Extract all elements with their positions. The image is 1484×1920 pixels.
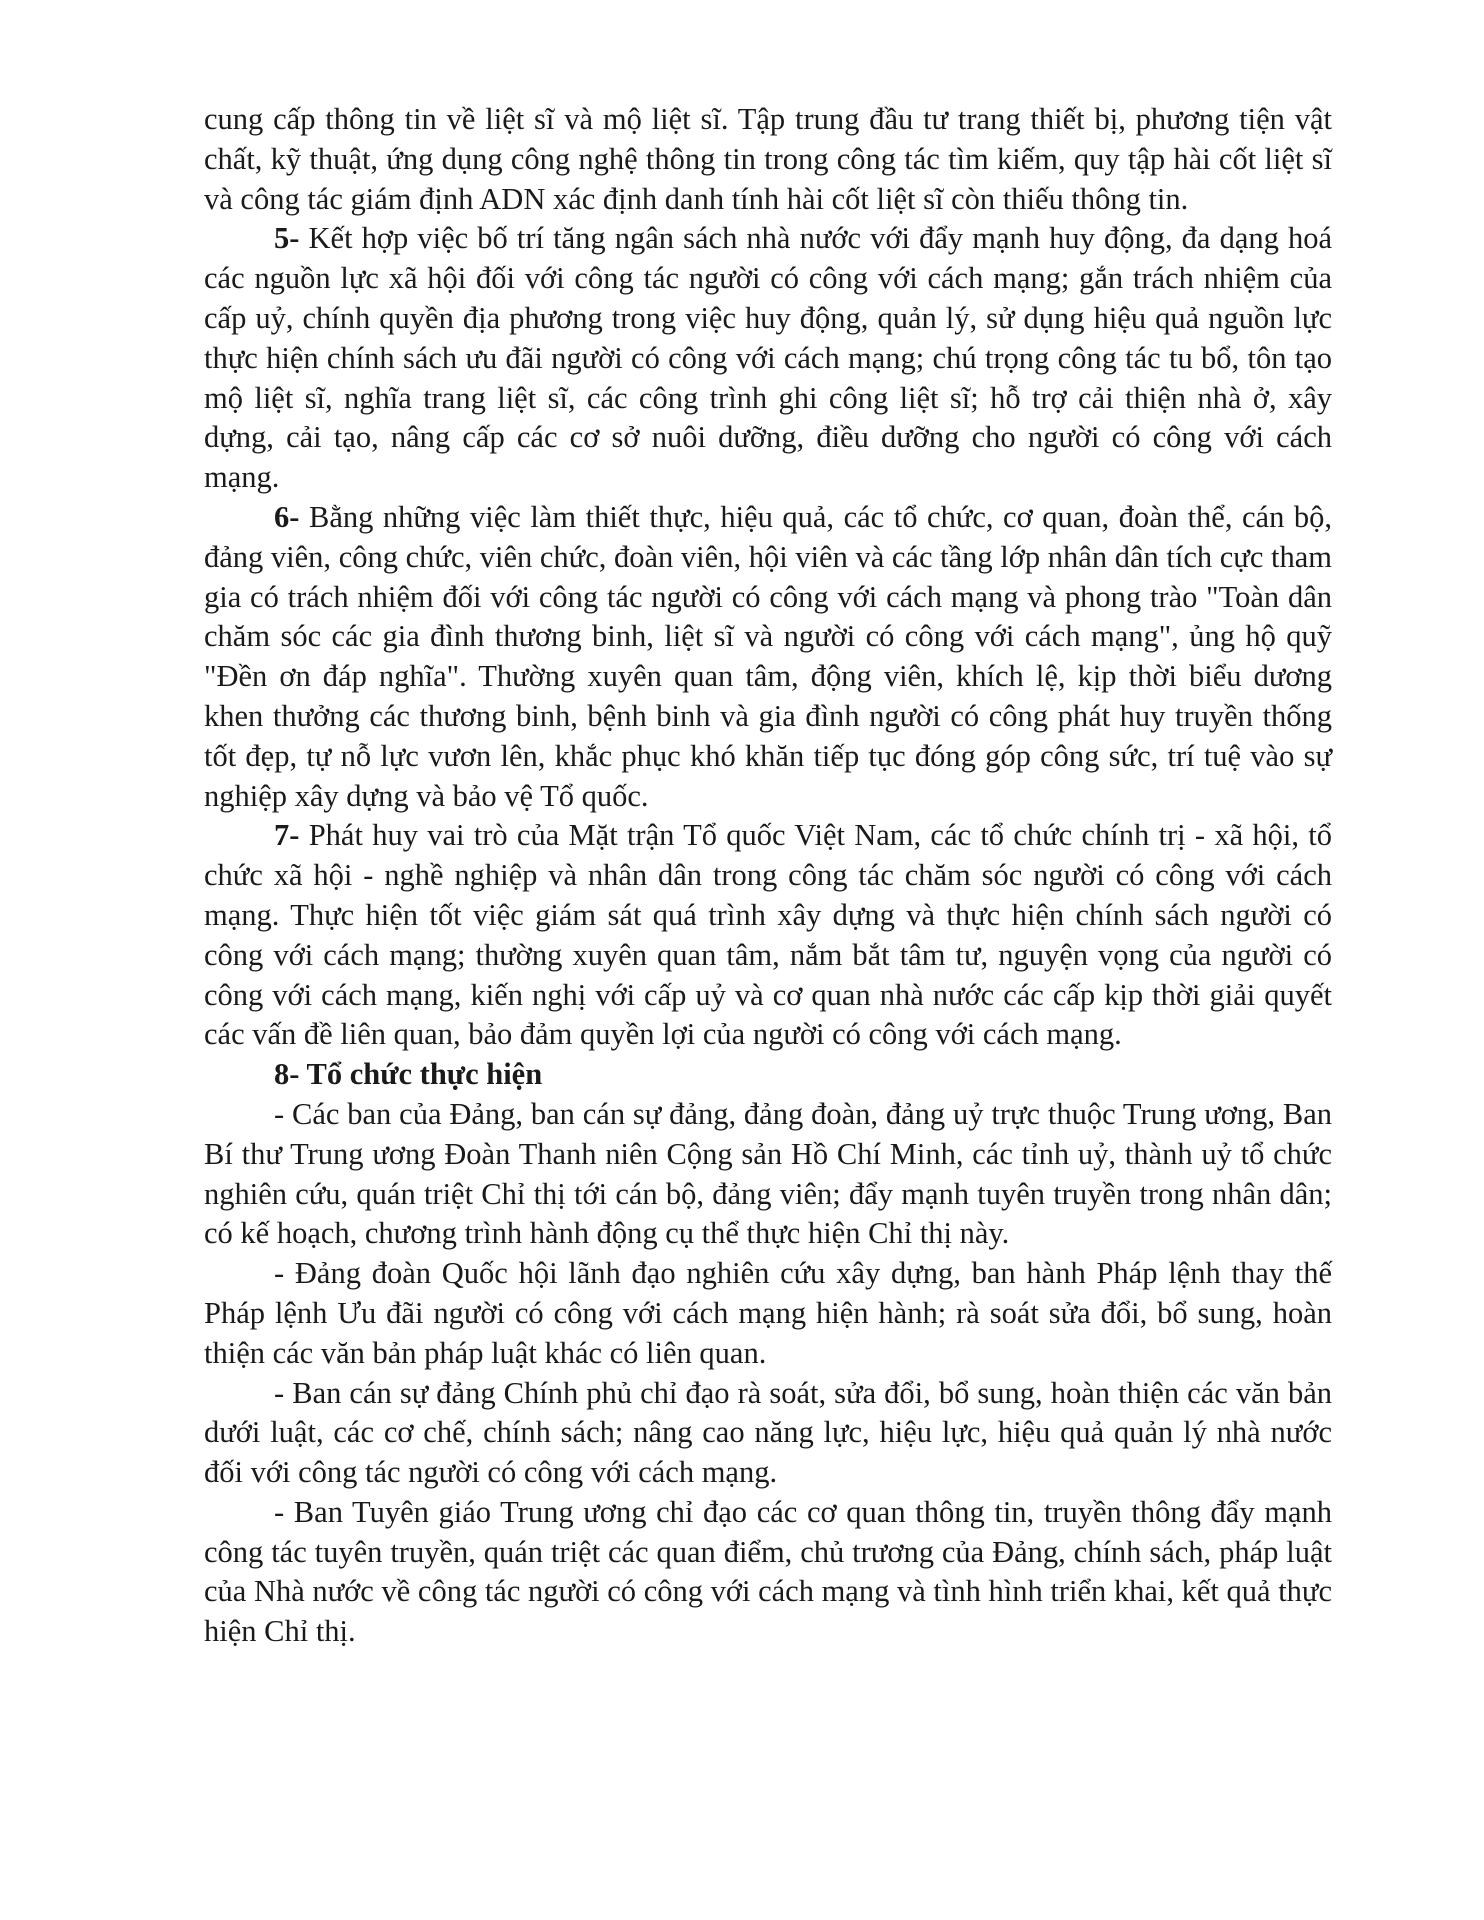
- paragraph-number: 7-: [274, 818, 300, 853]
- paragraph-text: Kết hợp việc bố trí tăng ngân sách nhà nước với đẩy mạnh huy động, đa dạng hoá các nguồn lực xã hội đối với công tác người có công với cách mạng; gắn trách nhiệm của cấp uỷ, chính quyền địa phương trong việc huy động, quản lý, sử dụng hiệu quả nguồn lực thực hiện chính sách ưu đãi người có công với cách mạng; chú trọng công tác tu bổ, tôn tạo mộ liệt sĩ, nghĩa trang liệt sĩ, các công trình ghi công liệt sĩ; hỗ trợ cải thiện nhà ở, xây dựng, cải tạo, nâng cấp các cơ sở nuôi dưỡng, điều dưỡng cho người có công với cách mạng.: [204, 221, 1332, 495]
- list-item: - Ban cán sự đảng Chính phủ chỉ đạo rà soát, sửa đổi, bổ sung, hoàn thiện các văn bản dưới luật, các cơ chế, chính sách; nâng cao năng lực, hiệu lực, hiệu quả quản lý nhà nước đối với công tác người có công với cách mạng.: [204, 1375, 1332, 1490]
- list-item: - Đảng đoàn Quốc hội lãnh đạo nghiên cứu xây dựng, ban hành Pháp lệnh thay thế Pháp lệnh Ưu đãi người có công với cách mạng hiện hành; rà soát sửa đổi, bổ sung, hoàn thiện các văn bản pháp luật khác có liên quan.: [204, 1256, 1332, 1370]
- section-heading: 8- Tổ chức thực hiện: [274, 1057, 543, 1092]
- paragraph-continuation: cung cấp thông tin về liệt sĩ và mộ liệt sĩ. Tập trung đầu tư trang thiết bị, phương tiện vật chất, kỹ thuật, ứng dụng công nghệ thông tin trong công tác tìm kiếm, quy tập hài cốt liệt sĩ và công tác giám định ADN xác định danh tính hài cốt liệt sĩ còn thiếu thông tin.: [204, 102, 1332, 216]
- paragraph-number: 5-: [274, 221, 300, 256]
- paragraph-6: [204, 498, 1332, 816]
- paragraph-text: Phát huy vai trò của Mặt trận Tổ quốc Việt Nam, các tổ chức chính trị - xã hội, tổ chức xã hội - nghề nghiệp và nhân dân trong công tác chăm sóc người có công với cách mạng. Thực hiện tốt việc giám sát quá trình xây dựng và thực hiện chính sách người có công với cách mạng; thường xuyên quan tâm, nắm bắt tâm tư, nguyện vọng của người có công với cách mạng, kiến nghị với cấp uỷ và cơ quan nhà nước các cấp kịp thời giải quyết các vấn đề liên quan, bảo đảm quyền lợi của người có công với cách mạng.: [204, 818, 1332, 1052]
- paragraph-number: 6-: [274, 499, 300, 534]
- list-item: - Ban Tuyên giáo Trung ương chỉ đạo các cơ quan thông tin, truyền thông đẩy mạnh công tác tuyên truyền, quán triệt các quan điểm, chủ trương của Đảng, chính sách, pháp luật của Nhà nước về công tác người có công với cách mạng và tình hình triển khai, kết quả thực hiện Chỉ thị.: [204, 1494, 1332, 1649]
- paragraph-text: Bằng những việc làm thiết thực, hiệu quả, các tổ chức, cơ quan, đoàn thể, cán bộ, đảng viên, công chức, viên chức, đoàn viên, hội viên và các tầng lớp nhân dân tích cực tham gia có trách nhiệm đối với công tác người có công với cách mạng và phong trào "Toàn dân chăm sóc các gia đình thương binh, liệt sĩ và người có công với cách mạng", ủng hộ quỹ "Đền ơn đáp nghĩa". Thường xuyên quan tâm, động viên, khích lệ, kịp thời biểu dương khen thưởng các thương binh, bệnh binh và gia đình người có công phát huy truyền thống tốt đẹp, tự nỗ lực vươn lên, khắc phục khó khăn tiếp tục đóng góp công sức, trí tuệ vào sự nghiệp xây dựng và bảo vệ Tổ quốc.: [204, 499, 1332, 813]
- paragraph-7: [204, 816, 1332, 1055]
- document-page: [204, 100, 1332, 1652]
- list-item: - Các ban của Đảng, ban cán sự đảng, đảng đoàn, đảng uỷ trực thuộc Trung ương, Ban Bí thư Trung ương Đoàn Thanh niên Cộng sản Hồ Chí Minh, các tỉnh uỷ, thành uỷ tổ chức nghiên cứu, quán triệt Chỉ thị tới cán bộ, đảng viên; đẩy mạnh tuyên truyền trong nhân dân; có kế hoạch, chương trình hành động cụ thể thực hiện Chỉ thị này.: [204, 1096, 1332, 1251]
- paragraph-5: [204, 219, 1332, 498]
